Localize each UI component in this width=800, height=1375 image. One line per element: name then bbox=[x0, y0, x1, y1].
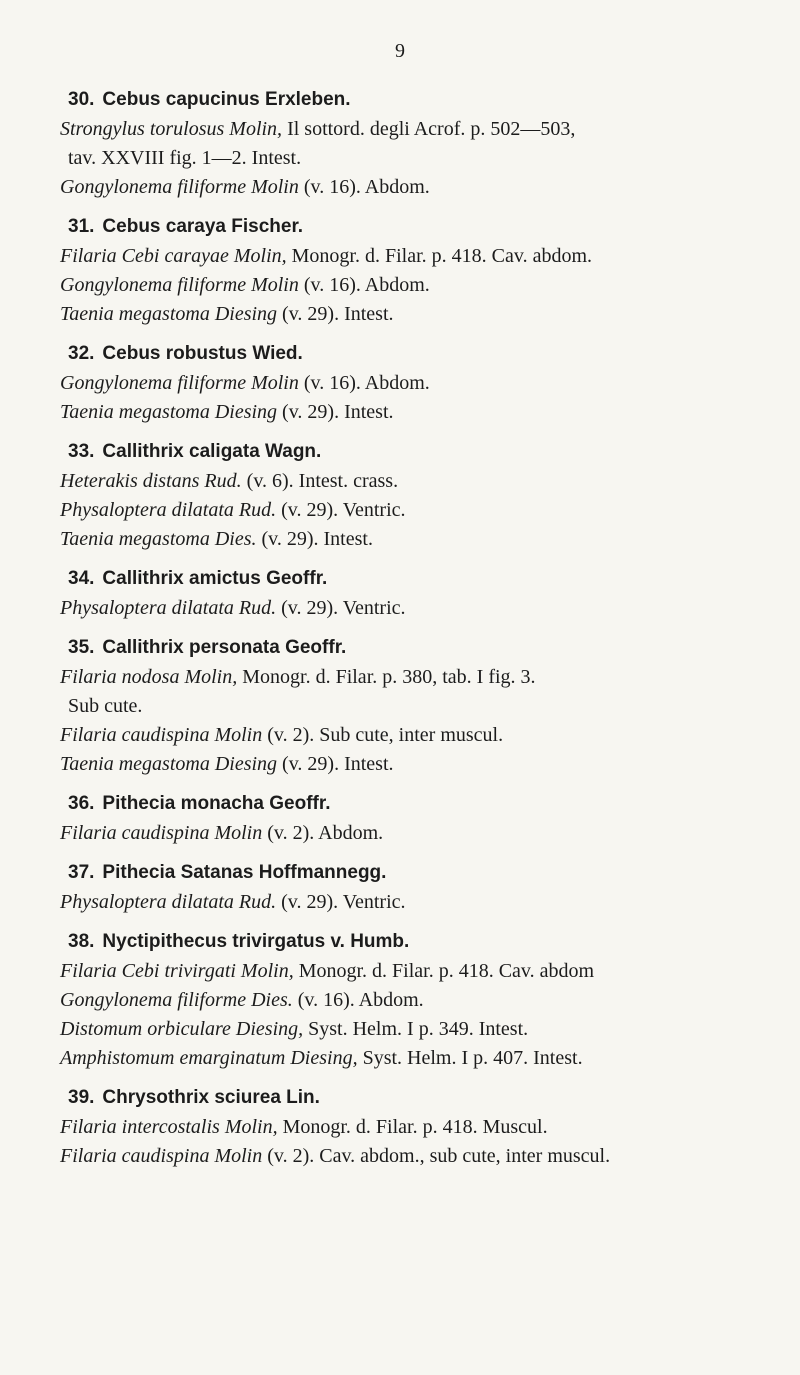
parasite-line bbox=[60, 300, 795, 329]
page-number: 9 bbox=[395, 40, 405, 62]
parasite-reference: Monogr. d. Filar. p. 418. Cav. abdom bbox=[293, 960, 595, 982]
parasite-reference: (v. 29). Ventric. bbox=[276, 499, 406, 521]
parasite-reference: (v. 16). Abdom. bbox=[298, 176, 430, 198]
parasite-line bbox=[60, 173, 795, 202]
host-entry bbox=[60, 339, 795, 427]
parasite-reference: (v. 16). Abdom. bbox=[298, 274, 430, 296]
parasite-line bbox=[60, 986, 795, 1015]
host-entry bbox=[60, 85, 795, 202]
entry-number: 37. bbox=[68, 862, 95, 883]
parasite-line bbox=[60, 594, 795, 623]
parasite-species: Filaria nodosa Molin, bbox=[60, 666, 238, 688]
parasite-line bbox=[60, 663, 795, 692]
parasite-species: Gongylonema filiforme Molin bbox=[60, 274, 299, 296]
parasite-line bbox=[60, 1015, 795, 1044]
host-entry bbox=[60, 437, 795, 554]
host-entry bbox=[60, 789, 795, 848]
parasite-species: Filaria Cebi trivirgati Molin, bbox=[60, 960, 294, 982]
parasite-reference: Il sottord. degli Acrof. p. 502—503, bbox=[282, 118, 576, 140]
parasite-line bbox=[60, 750, 795, 779]
parasite-reference: (v. 29). Ventric. bbox=[276, 891, 406, 913]
parasite-species: Gongylonema filiforme Molin bbox=[60, 176, 299, 198]
host-name: Callithrix amictus Geoffr. bbox=[102, 568, 328, 589]
parasite-reference: (v. 6). Intest. crass. bbox=[241, 470, 399, 492]
parasite-reference: Syst. Helm. I p. 349. Intest. bbox=[303, 1018, 529, 1040]
parasite-species: Gongylonema filiforme Dies. bbox=[60, 989, 293, 1011]
entry-number: 39. bbox=[68, 1087, 95, 1108]
parasite-line bbox=[60, 1113, 795, 1142]
parasite-reference: (v. 2). Abdom. bbox=[262, 822, 384, 844]
parasite-reference: Monogr. d. Filar. p. 418. Cav. abdom. bbox=[286, 245, 593, 267]
parasite-reference: (v. 29). Ventric. bbox=[276, 597, 406, 619]
host-heading bbox=[68, 564, 795, 594]
host-name: Cebus robustus Wied. bbox=[102, 343, 303, 364]
host-heading bbox=[68, 212, 795, 242]
parasite-line bbox=[60, 721, 795, 750]
host-heading bbox=[68, 633, 795, 663]
host-heading bbox=[68, 437, 795, 467]
parasite-reference: Monogr. d. Filar. p. 418. Muscul. bbox=[277, 1116, 548, 1138]
host-heading bbox=[68, 858, 795, 888]
entry-number: 30. bbox=[68, 89, 95, 110]
host-entry bbox=[60, 858, 795, 917]
entry-number: 32. bbox=[68, 343, 95, 364]
parasite-species: Physaloptera dilatata Rud. bbox=[60, 499, 277, 521]
host-heading bbox=[68, 927, 795, 957]
parasite-line bbox=[60, 398, 795, 427]
parasite-species: Physaloptera dilatata Rud. bbox=[60, 891, 277, 913]
parasite-line bbox=[60, 271, 795, 300]
parasite-species: Filaria caudispina Molin bbox=[60, 822, 263, 844]
parasite-line bbox=[60, 115, 795, 144]
parasite-species: Filaria caudispina Molin bbox=[60, 1145, 263, 1167]
parasite-reference: Monogr. d. Filar. p. 380, tab. I fig. 3. bbox=[237, 666, 536, 688]
parasite-species: Filaria caudispina Molin bbox=[60, 724, 263, 746]
host-entry bbox=[60, 927, 795, 1073]
parasite-species: Distomum orbiculare Diesing, bbox=[60, 1018, 304, 1040]
parasite-line bbox=[60, 496, 795, 525]
parasite-reference: (v. 29). Intest. bbox=[277, 753, 394, 775]
host-entry bbox=[60, 1083, 795, 1171]
entry-number: 31. bbox=[68, 216, 95, 237]
host-heading bbox=[68, 1083, 795, 1113]
host-heading bbox=[68, 339, 795, 369]
parasite-line bbox=[60, 957, 795, 986]
parasite-species: Physaloptera dilatata Rud. bbox=[60, 597, 277, 619]
parasite-reference: (v. 29). Intest. bbox=[277, 303, 394, 325]
host-entry bbox=[60, 212, 795, 329]
host-name: Cebus capucinus Erxleben. bbox=[102, 89, 351, 110]
parasite-reference: (v. 16). Abdom. bbox=[292, 989, 424, 1011]
parasite-species: Heterakis distans Rud. bbox=[60, 470, 242, 492]
parasite-line bbox=[60, 819, 795, 848]
parasite-species: Filaria Cebi carayae Molin, bbox=[60, 245, 287, 267]
host-heading bbox=[68, 85, 795, 115]
parasite-reference: Sub cute. bbox=[68, 695, 143, 717]
host-name: Pithecia monacha Geoffr. bbox=[102, 793, 331, 814]
parasite-line bbox=[60, 888, 795, 917]
parasite-species: Strongylus torulosus Molin, bbox=[60, 118, 283, 140]
parasite-species: Filaria intercostalis Molin, bbox=[60, 1116, 278, 1138]
entry-number: 33. bbox=[68, 441, 95, 462]
host-heading bbox=[68, 789, 795, 819]
parasite-reference: Syst. Helm. I p. 407. Intest. bbox=[357, 1047, 583, 1069]
parasite-line bbox=[60, 525, 795, 554]
parasite-line bbox=[60, 369, 795, 398]
host-entry bbox=[60, 633, 795, 779]
entry-number: 34. bbox=[68, 568, 95, 589]
host-name: Pithecia Satanas Hoffmannegg. bbox=[102, 862, 387, 883]
parasite-species: Taenia megastoma Diesing bbox=[60, 401, 278, 423]
entry-number: 38. bbox=[68, 931, 95, 952]
parasite-reference: (v. 2). Sub cute, inter muscul. bbox=[262, 724, 504, 746]
entry-number: 36. bbox=[68, 793, 95, 814]
parasite-reference: (v. 2). Cav. abdom., sub cute, inter muscul. bbox=[262, 1145, 611, 1167]
parasite-line bbox=[60, 242, 795, 271]
parasite-line bbox=[60, 692, 795, 721]
host-entry bbox=[60, 564, 795, 623]
parasite-line bbox=[60, 1044, 795, 1073]
parasite-line bbox=[60, 1142, 795, 1171]
parasite-species: Taenia megastoma Dies. bbox=[60, 528, 257, 550]
parasite-species: Amphistomum emarginatum Diesing, bbox=[60, 1047, 358, 1069]
host-name: Chrysothrix sciurea Lin. bbox=[102, 1087, 320, 1108]
parasite-reference: tav. XXVIII fig. 1—2. Intest. bbox=[68, 147, 302, 169]
parasite-reference: (v. 29). Intest. bbox=[256, 528, 373, 550]
parasite-reference: (v. 16). Abdom. bbox=[298, 372, 430, 394]
parasite-reference: (v. 29). Intest. bbox=[277, 401, 394, 423]
host-name: Cebus caraya Fischer. bbox=[102, 216, 304, 237]
parasite-line bbox=[60, 467, 795, 496]
parasite-species: Taenia megastoma Diesing bbox=[60, 753, 278, 775]
parasite-species: Gongylonema filiforme Molin bbox=[60, 372, 299, 394]
host-name: Callithrix caligata Wagn. bbox=[102, 441, 322, 462]
host-name: Callithrix personata Geoffr. bbox=[102, 637, 347, 658]
entry-number: 35. bbox=[68, 637, 95, 658]
host-name: Nyctipithecus trivirgatus v. Humb. bbox=[102, 931, 410, 952]
parasite-species: Taenia megastoma Diesing bbox=[60, 303, 278, 325]
entries-list bbox=[60, 85, 795, 1181]
parasite-line bbox=[60, 144, 795, 173]
